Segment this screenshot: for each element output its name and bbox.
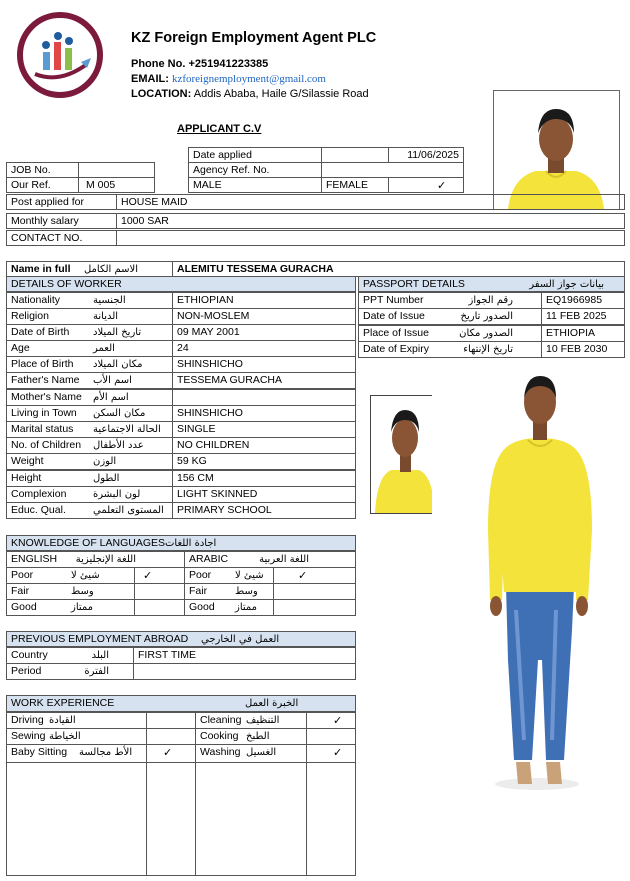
female-check-mark: ✓: [437, 179, 447, 192]
company-location: [131, 88, 369, 100]
english-level-cell: [6, 599, 135, 616]
country-label-ar: البلد: [91, 650, 109, 661]
passport-value: ETHIOPIA: [541, 325, 625, 342]
date-applied-label: Date applied: [188, 147, 322, 163]
experience-left-cell: [6, 728, 147, 745]
applicant-photo-small: [370, 395, 441, 514]
worker-value: 156 CM: [172, 470, 356, 487]
passport-label: Date of Issue: [363, 310, 425, 322]
female-check: [388, 177, 464, 193]
experience-left-check: [146, 744, 196, 763]
worker-label-ar: المستوى التعلمي: [93, 505, 164, 516]
worker-label-ar: اسم الأم: [93, 392, 129, 403]
passport-label-ar: رقم الجواز: [468, 295, 513, 306]
email-link[interactable]: kzforeignemployment@gmail.com: [171, 73, 326, 85]
arabic-level-cell: [184, 599, 274, 616]
worker-label: Weight: [11, 455, 44, 467]
passport-label-cell: [358, 325, 542, 342]
name-label-cell: [6, 261, 173, 277]
arabic-level-label: Poor: [189, 569, 212, 581]
worker-label-cell: [6, 405, 173, 422]
worker-label-ar: لون البشرة: [93, 489, 141, 500]
applicant-photo-full-body: [432, 360, 620, 798]
company-logo: [15, 12, 105, 98]
english-level-label: Good: [11, 601, 37, 613]
english-check-mark: ✓: [143, 569, 153, 582]
experience-left-check: [146, 728, 196, 745]
worker-label: Religion: [11, 310, 49, 322]
experience-right-cell: [195, 712, 307, 729]
worker-label: No. of Children: [11, 439, 82, 451]
languages-header-text: KNOWLEDGE OF LANGUAGES: [11, 537, 166, 549]
worker-label-cell: [6, 292, 173, 309]
experience-header-text: WORK EXPERIENCE: [11, 697, 115, 709]
experience-right-label: Cleaning: [200, 714, 242, 726]
english-level-label: Fair: [11, 585, 30, 597]
english-level-label: Poor: [11, 569, 34, 581]
experience-right-ar: الطبخ: [246, 731, 270, 742]
passport-value: 11 FEB 2025: [541, 308, 625, 325]
worker-label-ar: مكان السكن: [93, 408, 146, 419]
worker-label-ar: العمر: [93, 343, 115, 354]
english-label: ENGLISH: [11, 553, 58, 565]
worker-label-cell: [6, 389, 173, 406]
our-ref-value: M 005: [78, 177, 155, 193]
worker-value: SHINSHICHO: [172, 356, 356, 373]
experience-blank-2: [146, 762, 196, 876]
worker-label-ar: تاريخ الميلاد: [93, 327, 142, 338]
company-name: KZ Foreign Employment Agent PLC: [131, 30, 377, 46]
date-applied-gap: [321, 147, 389, 163]
english-level-cell: [6, 567, 135, 584]
experience-right-check: [306, 744, 356, 763]
worker-label: Living in Town: [11, 407, 77, 419]
passport-label: Date of Expiry: [363, 343, 429, 355]
arabic-level-cell: [184, 583, 274, 600]
passport-label-cell: [358, 341, 542, 358]
worker-value: LIGHT SKINNED: [172, 486, 356, 503]
worker-label-cell: [6, 372, 173, 389]
location-label: LOCATION:: [131, 88, 192, 100]
passport-header: [358, 276, 625, 292]
passport-header-ar: بيانات جواز السفر: [529, 279, 604, 290]
contact-value: [116, 230, 625, 246]
worker-label-ar: عدد الأطفال: [93, 440, 144, 451]
english-level-check: [134, 583, 185, 600]
passport-label-ar: الصدور تاريخ: [460, 311, 513, 322]
experience-right-label: Cooking: [200, 730, 239, 742]
arabic-level-check: [273, 567, 356, 584]
company-email: [131, 73, 326, 85]
languages-header: [6, 535, 356, 551]
experience-right-mark: ✓: [333, 746, 343, 759]
passport-label-ar: الصدور مكان: [459, 328, 513, 339]
worker-value: 59 KG: [172, 453, 356, 470]
arabic-level-label: Good: [189, 601, 215, 613]
worker-label: Mother's Name: [11, 391, 82, 403]
arabic-check-mark: ✓: [298, 569, 308, 582]
worker-value: SINGLE: [172, 421, 356, 438]
female-label: FEMALE: [321, 177, 389, 193]
arabic-heading: [184, 551, 356, 568]
experience-left-ar: الخياطة: [49, 731, 81, 742]
experience-left-label: Baby Sitting: [11, 746, 68, 758]
arabic-level-ar: ممتاز: [235, 602, 258, 613]
country-label: Country: [11, 649, 48, 661]
worker-label: Father's Name: [11, 374, 80, 386]
english-level-ar: شيئ لا: [71, 570, 100, 581]
arabic-label-ar: اللغة العربية: [259, 554, 309, 565]
phone-value: +251941223385: [188, 58, 269, 70]
period-label-ar: الفترة: [84, 666, 109, 677]
experience-left-ar: القيادة: [49, 715, 76, 726]
arabic-level-ar: شيئ لا: [235, 570, 264, 581]
worker-value: ETHIOPIAN: [172, 292, 356, 309]
worker-label-ar: اسم الأب: [93, 375, 132, 386]
worker-label-ar: الديانة: [93, 311, 119, 322]
worker-label-ar: الحالة الاجتماعية: [93, 424, 161, 435]
experience-left-cell: [6, 744, 147, 763]
experience-right-label: Washing: [200, 746, 241, 758]
worker-label: Marital status: [11, 423, 74, 435]
experience-right-check: [306, 712, 356, 729]
worker-label-cell: [6, 486, 173, 503]
passport-value: 10 FEB 2030: [541, 341, 625, 358]
arabic-level-check: [273, 599, 356, 616]
period-value: [133, 663, 356, 680]
period-label: Period: [11, 665, 42, 677]
name-label-ar: الاسم الكامل: [83, 264, 138, 275]
worker-label-cell: [6, 324, 173, 341]
worker-label-cell: [6, 502, 173, 519]
arabic-level-check: [273, 583, 356, 600]
worker-label-cell: [6, 437, 173, 454]
experience-left-label: Sewing: [11, 730, 46, 742]
worker-header: DETAILS OF WORKER: [6, 276, 356, 292]
previous-header-ar: العمل في الخارجي: [201, 634, 280, 645]
worker-label: Nationality: [11, 294, 61, 306]
worker-label: Educ. Qual.: [11, 504, 66, 516]
arabic-level-label: Fair: [189, 585, 208, 597]
arabic-label: ARABIC: [189, 553, 229, 565]
passport-label: Place of Issue: [363, 327, 429, 339]
experience-right-ar: الغسيل: [246, 747, 277, 758]
salary-value: 1000 SAR: [116, 213, 625, 229]
english-label-ar: اللغة الإنجليزية: [75, 554, 136, 565]
agency-ref-value: [321, 162, 464, 178]
name-value: ALEMITU TESSEMA GURACHA: [172, 261, 625, 277]
passport-label-ar: تاريخ الإنتهاء: [463, 344, 513, 355]
passport-label-cell: [358, 292, 542, 309]
company-phone: [131, 58, 268, 70]
arabic-level-ar: وسط: [235, 586, 258, 597]
applicant-photo-portrait: [493, 90, 620, 210]
post-value: HOUSE MAID: [116, 194, 625, 210]
experience-blank-1: [6, 762, 147, 876]
worker-label-cell: [6, 421, 173, 438]
passport-label-cell: [358, 308, 542, 325]
agency-ref-label: Agency Ref. No.: [188, 162, 322, 178]
experience-left-mark: ✓: [163, 746, 173, 759]
worker-value: 24: [172, 340, 356, 357]
country-label-cell: [6, 647, 134, 664]
experience-right-cell: [195, 728, 307, 745]
experience-left-cell: [6, 712, 147, 729]
worker-value: SHINSHICHO: [172, 405, 356, 422]
worker-label-cell: [6, 340, 173, 357]
arabic-level-cell: [184, 567, 274, 584]
worker-label: Complexion: [11, 488, 67, 500]
experience-left-label: Driving: [11, 714, 44, 726]
worker-label-ar: مكان الميلاد: [93, 359, 143, 370]
english-level-check: [134, 567, 185, 584]
english-level-cell: [6, 583, 135, 600]
previous-header: [6, 631, 356, 647]
english-level-ar: ممتاز: [71, 602, 94, 613]
experience-right-ar: التنظيف: [246, 715, 280, 726]
worker-value: NON-MOSLEM: [172, 308, 356, 325]
worker-label-ar: الجنسية: [93, 295, 126, 306]
worker-value: 09 MAY 2001: [172, 324, 356, 341]
experience-right-check: [306, 728, 356, 745]
experience-header: [6, 695, 356, 712]
passport-header-text: PASSPORT DETAILS: [363, 278, 465, 290]
experience-right-mark: ✓: [333, 714, 343, 727]
worker-label-cell: [6, 356, 173, 373]
date-applied-value: 11/06/2025: [388, 147, 464, 163]
english-heading: [6, 551, 185, 568]
salary-label: Monthly salary: [6, 213, 117, 229]
passport-label: PPT Number: [363, 294, 424, 306]
worker-label-cell: [6, 453, 173, 470]
worker-label: Height: [11, 472, 42, 484]
worker-label: Date of Birth: [11, 326, 70, 338]
job-no-label: JOB No.: [6, 162, 79, 178]
our-ref-label: Our Ref.: [6, 177, 79, 193]
experience-blank-3: [195, 762, 307, 876]
worker-label-ar: الوزن: [93, 456, 117, 467]
worker-label-cell: [6, 308, 173, 325]
post-label: Post applied for: [6, 194, 117, 210]
previous-header-text: PREVIOUS EMPLOYMENT ABROAD: [11, 633, 189, 645]
worker-label-cell: [6, 470, 173, 487]
phone-label: Phone No.: [131, 58, 186, 70]
passport-value: EQ1966985: [541, 292, 625, 309]
worker-label: Age: [11, 342, 30, 354]
english-level-ar: وسط: [71, 586, 94, 597]
english-level-check: [134, 599, 185, 616]
experience-right-cell: [195, 744, 307, 763]
email-label: EMAIL:: [131, 73, 169, 85]
cv-title: APPLICANT C.V: [177, 123, 262, 135]
experience-header-ar: الخبرة العمل: [245, 698, 299, 709]
period-label-cell: [6, 663, 134, 680]
worker-value: PRIMARY SCHOOL: [172, 502, 356, 519]
job-no-value: [78, 162, 155, 178]
worker-value: [172, 389, 356, 406]
worker-label: Place of Birth: [11, 358, 74, 370]
experience-left-check: [146, 712, 196, 729]
worker-value: TESSEMA GURACHA: [172, 372, 356, 389]
languages-header-ar: اجادة اللغات: [165, 538, 217, 549]
experience-left-ar: الأط مجالسة: [79, 747, 133, 758]
country-value: FIRST TIME: [133, 647, 356, 664]
name-label: Name in full: [11, 263, 71, 275]
male-label: MALE: [188, 177, 322, 193]
contact-label: CONTACT NO.: [6, 230, 117, 246]
worker-value: NO CHILDREN: [172, 437, 356, 454]
experience-blank-4: [306, 762, 356, 876]
location-value: Addis Ababa, Haile G/Silassie Road: [193, 88, 369, 100]
worker-label-ar: الطول: [93, 473, 120, 484]
